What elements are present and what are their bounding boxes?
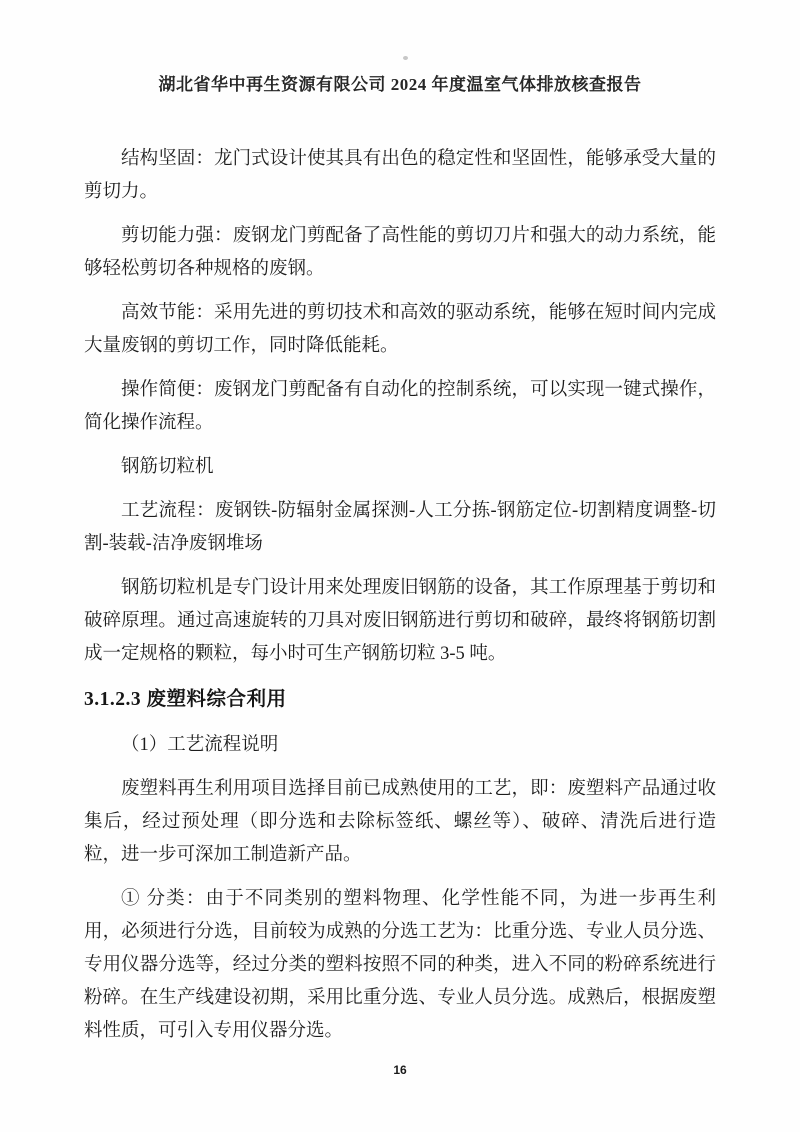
paragraph-process-desc-title: （1）工艺流程说明 [121,735,279,755]
paragraph-energy-efficiency: 高效节能：采用先进的剪切技术和高效的驱动系统，能够在短时间内完成大量废钢的剪切工作，同时降低能耗。 [84,303,716,356]
page-number: 16 [393,1063,407,1077]
paragraph-process-flow: 工艺流程：废钢铁-防辐射金属探测-人工分拣-钢筋定位-切割精度调整-切割-装载-洁净废钢堆场 [84,501,716,554]
paragraph-shearing-capacity: 剪切能力强：废钢龙门剪配备了高性能的剪切刀片和强大的动力系统，能够轻松剪切各种规格的废钢。 [84,226,716,279]
running-header: 湖北省华中再生资源有限公司 2024 年度温室气体排放核查报告 [158,75,642,94]
paragraph-rebar-cutter-title: 钢筋切粒机 [121,457,214,477]
document-body [84,143,716,1048]
paragraph-classification: ① 分类：由于不同类别的塑料物理、化学性能不同，为进一步再生利用，必须进行分选，目前较为成熟的分选工艺为：比重分选、专业人员分选、专用仪器分选等，经过分类的塑料按照不同的种类，进入不同的粉碎系统进行粉碎。在生产线建设初期，采用比重分选、专业人员分选。成熟后，根据废塑料性质，可引入专用仪器分选。 [84,889,716,1041]
paragraph-structure-sturdy: 结构坚固：龙门式设计使其具有出色的稳定性和坚固性，能够承受大量的剪切力。 [84,149,716,202]
paragraph-rebar-cutter-desc: 钢筋切粒机是专门设计用来处理废旧钢筋的设备，其工作原理基于剪切和破碎原理。通过高速旋转的刀具对废旧钢筋进行剪切和破碎，最终将钢筋切割成一定规格的颗粒，每小时可生产钢筋切粒 3-5 吨。 [84,578,716,664]
section-heading-waste-plastic: 3.1.2.3 废塑料综合利用 [84,689,287,710]
paragraph-easy-operation: 操作简便：废钢龙门剪配备有自动化的控制系统，可以实现一键式操作，简化操作流程。 [84,380,716,433]
paragraph-plastic-recycling: 废塑料再生利用项目选择目前已成熟使用的工艺，即：废塑料产品通过收集后，经过预处理（即分选和去除标签纸、螺丝等）、破碎、清洗后进行造粒，进一步可深加工制造新产品。 [84,779,716,865]
scan-artifact-speck [403,56,408,60]
